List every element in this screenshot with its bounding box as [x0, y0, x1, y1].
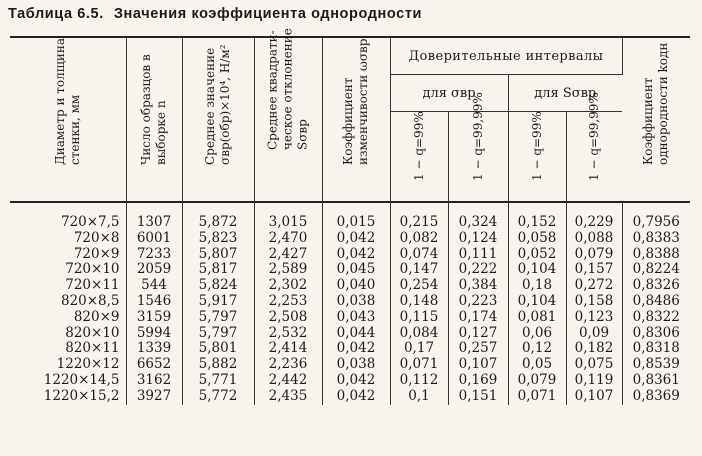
header-sigma-q99: 1 − q=99% — [390, 112, 448, 203]
table-row — [10, 389, 690, 405]
cell-homogeneity-coefficient: 0,8388 — [632, 245, 680, 262]
cell-mean-value: 5,772 — [182, 389, 254, 405]
cell-s-q9999: 0,107 — [566, 389, 622, 405]
table-row — [10, 262, 690, 278]
cell-sigma-q9999: 0,222 — [448, 262, 508, 278]
cell-s-q99: 0,079 — [508, 373, 566, 389]
cell-sigma-q99: 0,215 — [390, 215, 448, 231]
header-sigma-q9999: 1 − q=99,99% — [448, 112, 508, 203]
cell-sample-count: 3927 — [126, 389, 182, 405]
cell-mean-value: 5,797 — [182, 326, 254, 342]
cell-diameter: 1220×14,5 — [10, 373, 126, 389]
cell-sample-count: 1339 — [126, 341, 182, 357]
cell-variation-coefficient: 0,040 — [322, 278, 390, 294]
cell-std-deviation: 2,508 — [254, 310, 322, 326]
cell-diameter: 720×9 — [10, 247, 126, 263]
data-table-frame — [10, 28, 690, 448]
cell-sigma-q99: 0,112 — [390, 373, 448, 389]
cell-sample-count: 1307 — [126, 215, 182, 231]
cell-sigma-q9999: 0,111 — [448, 247, 508, 263]
header-std-deviation: Среднее квадрати-ческое отклонение Sσвр — [254, 37, 322, 202]
cell-s-q9999: 0,229 — [566, 215, 622, 231]
cell-homogeneity-coefficient: 0,8369 — [632, 387, 680, 404]
table-caption: Значения коэффициента однородности — [113, 6, 423, 22]
cell-std-deviation: 2,253 — [254, 294, 322, 310]
header-for-s: для Sσвр — [508, 75, 622, 112]
cell-variation-coefficient: 0,044 — [322, 326, 390, 342]
cell-sample-count: 3159 — [126, 310, 182, 326]
cell-sigma-q9999: 0,223 — [448, 294, 508, 310]
cell-sample-count: 6652 — [126, 357, 182, 373]
cell-homogeneity-coefficient: 0,8322 — [632, 308, 680, 325]
cell-homogeneity-coefficient: 0,8361 — [632, 371, 680, 388]
cell-mean-value: 5,872 — [182, 215, 254, 231]
cell-sample-count: 3162 — [126, 373, 182, 389]
cell-variation-coefficient: 0,045 — [322, 262, 390, 278]
cell-diameter: 720×8 — [10, 231, 126, 247]
cell-std-deviation: 2,442 — [254, 373, 322, 389]
cell-sigma-q9999: 0,384 — [448, 278, 508, 294]
cell-sigma-q9999: 0,124 — [448, 231, 508, 247]
header-homogeneity-coefficient: Коэффициент однородности kодн — [622, 37, 690, 202]
cell-homogeneity-coefficient: 0,8383 — [632, 229, 680, 246]
cell-sample-count: 6001 — [126, 231, 182, 247]
cell-homogeneity-coefficient: 0,8224 — [632, 261, 680, 278]
cell-sample-count: 544 — [126, 278, 182, 294]
cell-s-q9999: 0,075 — [566, 357, 622, 373]
cell-diameter: 720×11 — [10, 278, 126, 294]
cell-variation-coefficient: 0,042 — [322, 341, 390, 357]
cell-std-deviation: 2,236 — [254, 357, 322, 373]
cell-sigma-q99: 0,147 — [390, 262, 448, 278]
cell-std-deviation: 2,470 — [254, 231, 322, 247]
header-confidence-intervals: Доверительные интервалы — [390, 37, 622, 75]
cell-mean-value: 5,817 — [182, 262, 254, 278]
cell-diameter: 820×8,5 — [10, 294, 126, 310]
cell-homogeneity-coefficient: 0,8318 — [632, 340, 680, 357]
table-body — [10, 202, 690, 405]
cell-variation-coefficient: 0,042 — [322, 389, 390, 405]
cell-std-deviation: 3,015 — [254, 215, 322, 231]
cell-homogeneity-coefficient: 0,8539 — [632, 356, 680, 373]
cell-s-q99: 0,081 — [508, 310, 566, 326]
cell-mean-value: 5,917 — [182, 294, 254, 310]
cell-sigma-q99: 0,17 — [390, 341, 448, 357]
cell-s-q9999: 0,09 — [566, 326, 622, 342]
cell-s-q9999: 0,119 — [566, 373, 622, 389]
cell-variation-coefficient: 0,015 — [322, 215, 390, 231]
table-row — [10, 294, 690, 310]
cell-mean-value: 5,801 — [182, 341, 254, 357]
cell-s-q9999: 0,272 — [566, 278, 622, 294]
cell-homogeneity-coefficient: 0,8326 — [632, 277, 680, 294]
cell-sample-count: 7233 — [126, 247, 182, 263]
header-variation-coefficient: Коэффициент изменчивости ωσвр — [322, 37, 390, 202]
cell-s-q99: 0,104 — [508, 294, 566, 310]
cell-std-deviation: 2,435 — [254, 389, 322, 405]
cell-sigma-q99: 0,082 — [390, 231, 448, 247]
header-s-q9999: 1 − q=99,99% — [566, 112, 622, 203]
cell-sigma-q99: 0,148 — [390, 294, 448, 310]
cell-sample-count: 2059 — [126, 262, 182, 278]
table-row — [10, 278, 690, 294]
cell-std-deviation: 2,302 — [254, 278, 322, 294]
cell-diameter: 720×10 — [10, 262, 126, 278]
table-row — [10, 341, 690, 357]
cell-sample-count: 5994 — [126, 326, 182, 342]
cell-sigma-q9999: 0,324 — [448, 215, 508, 231]
header-sample-count: Число образцов в выборке n — [126, 37, 182, 202]
cell-sigma-q9999: 0,174 — [448, 310, 508, 326]
cell-s-q9999: 0,157 — [566, 262, 622, 278]
cell-mean-value: 5,823 — [182, 231, 254, 247]
cell-s-q9999: 0,158 — [566, 294, 622, 310]
table-row — [10, 357, 690, 373]
cell-sigma-q99: 0,071 — [390, 357, 448, 373]
coefficient-table — [10, 28, 690, 405]
cell-sigma-q9999: 0,151 — [448, 389, 508, 405]
cell-s-q99: 0,058 — [508, 231, 566, 247]
cell-std-deviation: 2,414 — [254, 341, 322, 357]
cell-variation-coefficient: 0,038 — [322, 357, 390, 373]
cell-sigma-q9999: 0,257 — [448, 341, 508, 357]
cell-s-q99: 0,18 — [508, 278, 566, 294]
header-diameter: Диаметр и толщина стенки, мм — [10, 37, 126, 202]
cell-variation-coefficient: 0,043 — [322, 310, 390, 326]
cell-variation-coefficient: 0,042 — [322, 373, 390, 389]
cell-s-q99: 0,071 — [508, 389, 566, 405]
cell-mean-value: 5,771 — [182, 373, 254, 389]
cell-mean-value: 5,797 — [182, 310, 254, 326]
cell-std-deviation: 2,427 — [254, 247, 322, 263]
cell-s-q9999: 0,088 — [566, 231, 622, 247]
header-mean-value: Среднее значение σвр(обр)×10⁴, Н/м² — [182, 37, 254, 202]
table-row — [10, 310, 690, 326]
cell-sigma-q9999: 0,169 — [448, 373, 508, 389]
table-row — [10, 326, 690, 342]
cell-variation-coefficient: 0,038 — [322, 294, 390, 310]
cell-sigma-q99: 0,115 — [390, 310, 448, 326]
cell-diameter: 1220×12 — [10, 357, 126, 373]
cell-homogeneity-coefficient: 0,7956 — [632, 214, 680, 230]
cell-s-q99: 0,12 — [508, 341, 566, 357]
cell-variation-coefficient: 0,042 — [322, 247, 390, 263]
header-for-sigma: для σвр — [390, 75, 508, 112]
header-s-q99: 1 − q=99% — [508, 112, 566, 203]
cell-mean-value: 5,882 — [182, 357, 254, 373]
cell-std-deviation: 2,589 — [254, 262, 322, 278]
table-row — [10, 373, 690, 389]
cell-diameter: 720×7,5 — [10, 215, 126, 231]
cell-homogeneity-coefficient: 0,8486 — [632, 292, 680, 309]
cell-s-q99: 0,05 — [508, 357, 566, 373]
table-row — [10, 215, 690, 231]
cell-sigma-q99: 0,074 — [390, 247, 448, 263]
cell-variation-coefficient: 0,042 — [322, 231, 390, 247]
cell-diameter: 820×11 — [10, 341, 126, 357]
cell-std-deviation: 2,532 — [254, 326, 322, 342]
cell-mean-value: 5,824 — [182, 278, 254, 294]
cell-diameter: 820×9 — [10, 310, 126, 326]
cell-homogeneity-coefficient: 0,8306 — [632, 324, 680, 341]
cell-s-q99: 0,152 — [508, 215, 566, 231]
cell-sigma-q9999: 0,127 — [448, 326, 508, 342]
cell-s-q99: 0,104 — [508, 262, 566, 278]
table-number: Таблица 6.5. — [8, 6, 104, 22]
cell-diameter: 1220×15,2 — [10, 389, 126, 405]
cell-sample-count: 1546 — [126, 294, 182, 310]
cell-sigma-q99: 0,254 — [390, 278, 448, 294]
cell-s-q9999: 0,123 — [566, 310, 622, 326]
cell-diameter: 820×10 — [10, 326, 126, 342]
cell-s-q99: 0,06 — [508, 326, 566, 342]
table-row — [10, 231, 690, 247]
cell-sigma-q99: 0,1 — [390, 389, 448, 405]
cell-s-q9999: 0,079 — [566, 247, 622, 263]
cell-s-q99: 0,052 — [508, 247, 566, 263]
cell-mean-value: 5,807 — [182, 247, 254, 263]
cell-sigma-q9999: 0,107 — [448, 357, 508, 373]
cell-sigma-q99: 0,084 — [390, 326, 448, 342]
table-row — [10, 247, 690, 263]
cell-s-q9999: 0,182 — [566, 341, 622, 357]
